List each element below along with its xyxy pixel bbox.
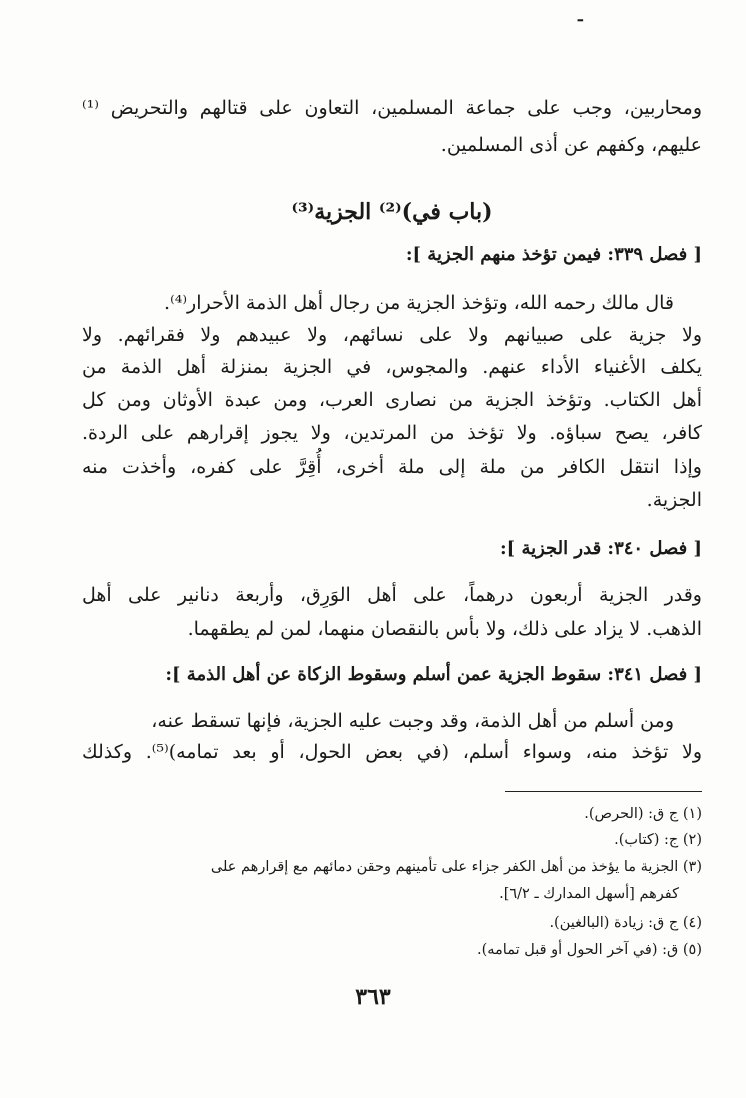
fasl-339-line-2: ولا جزية على صبيانهم ولا على نسائهم، ولا عبيدهم ولا فقرائهم. ولا (82, 324, 702, 346)
fasl-339-line-7: الجزية. (646, 489, 702, 511)
fasl-339-line-1-text: قال مالك رحمه الله، وتؤخذ الجزية من رجال أهل الذمة الأحرار⁽⁴⁾. (164, 292, 674, 314)
fasl-341-line-1-text: ومن أسلم من أهل الذمة، وقد وجبت عليه الجزية، فإنها تسقط عنه، (151, 710, 674, 732)
footnote-1: (١) ج ق: (الحرص). (584, 806, 702, 822)
footnote-3-cont: كفرهم [أسهل المدارك ـ ٦/٢]. (499, 886, 679, 902)
footnote-separator (505, 791, 702, 792)
fasl-339-line-6: وإذا انتقل الكافر من ملة إلى ملة أخرى، أُقِرَّ على كفره، وأخذت منه (82, 456, 702, 478)
fasl-339-line-1 (82, 288, 702, 318)
page-number: ٣٦٣ (355, 984, 391, 1010)
intro-line-1: ومحاربين، وجب على جماعة المسلمين، التعاون على قتالهم والتحريض ⁽¹⁾ (82, 97, 703, 119)
top-mark: ـ (578, 6, 583, 25)
fasl-341-line-1 (82, 706, 702, 736)
fasl-341-title: [ فصل ٣٤١: سقوط الجزية عمن أسلم وسقوط الزكاة عن أهل الذمة ]: (165, 664, 702, 685)
fasl-340-title: [ فصل ٣٤٠: قدر الجزية ]: (500, 538, 702, 559)
footnote-3: (٣) الجزية ما يؤخذ من أهل الكفر جزاء على تأمينهم وحقن دمائهم مع إقرارهم على (210, 859, 702, 875)
fasl-339-line-4: أهل الكتاب. وتؤخذ الجزية من نصارى العرب، ومن عبدة الأوثان ومن كل (82, 389, 702, 411)
bab-heading: (باب في)⁽²⁾ الجزية⁽³⁾ (291, 199, 493, 225)
fasl-339-line-3: يكلف الأغنياء الأداء عنهم. والمجوس، في الجزية بمنزلة أهل الذمة من (82, 356, 702, 378)
intro-line-2: عليهم، وكفهم عن أذى المسلمين. (440, 134, 702, 156)
fasl-340-line-2: الذهب. لا يزاد على ذلك، ولا بأس بالنقصان منهما، لمن لم يطقهما. (187, 618, 702, 640)
footnote-5: (٥) ق: (في آخر الحول أو قبل تمامه). (477, 942, 702, 958)
fasl-339-title: [ فصل ٣٣٩: فيمن تؤخذ منهم الجزية ]: (405, 244, 702, 265)
fasl-340-line-1: وقدر الجزية أربعون درهماً، على أهل الوَرِق، وأربعة دنانير على أهل (82, 584, 702, 606)
fasl-339-line-5: كافر، يصح سباؤه. ولا تؤخذ من المرتدين، ولا يجوز إقرارهم على الردة. (82, 422, 702, 444)
footnote-4: (٤) ج ق: زيادة (البالغين). (549, 915, 702, 931)
footnote-2: (٢) ج: (كتاب). (614, 832, 702, 848)
fasl-341-line-2: ولا تؤخذ منه، وسواء أسلم، (في بعض الحول، أو بعد تمامه)⁽⁵⁾. وكذلك (82, 741, 702, 763)
